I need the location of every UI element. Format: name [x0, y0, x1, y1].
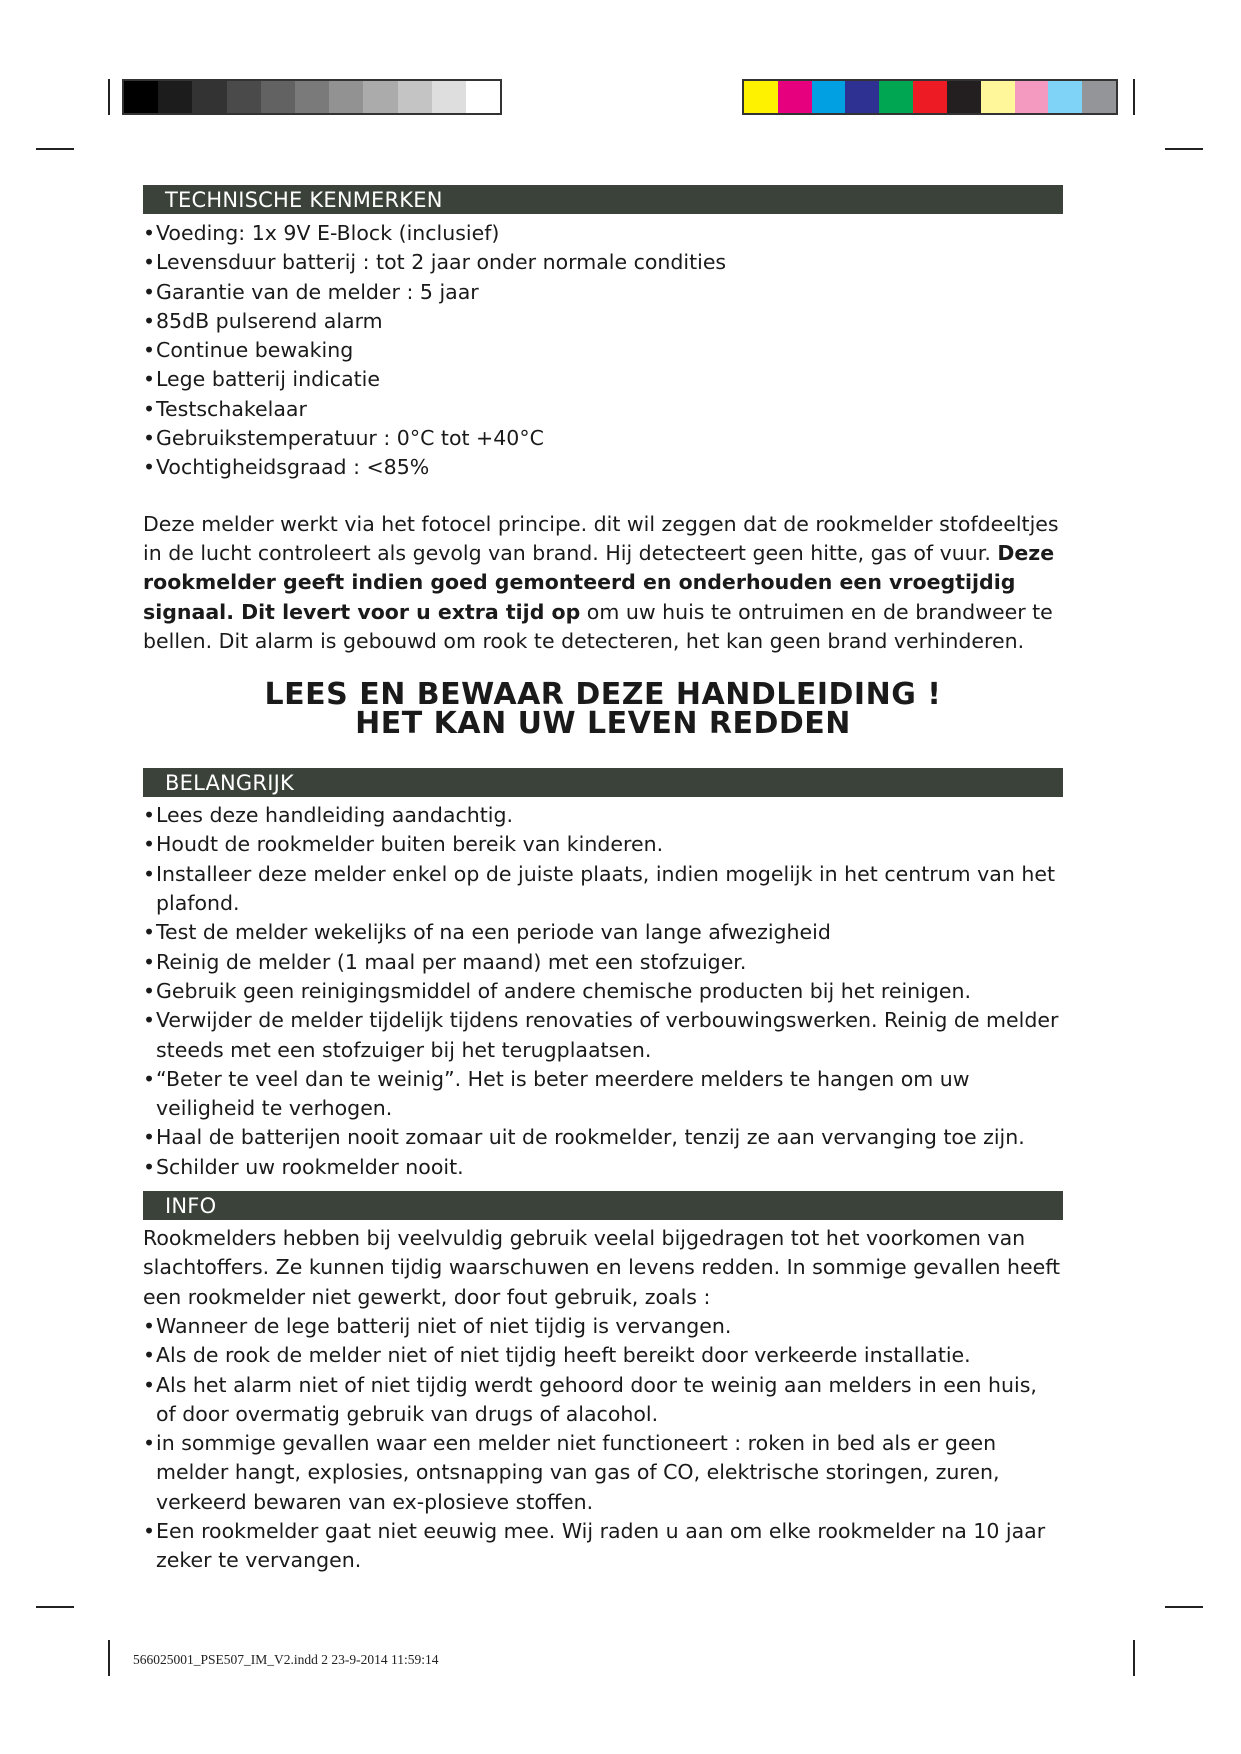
- crop-mark-bottom-left: [108, 1640, 110, 1676]
- list-item: • Houdt de rookmelder buiten bereik van kinderen.: [143, 830, 1063, 859]
- file-slug: 566025001_PSE507_IM_V2.indd 2 23-9-2014 11:59:14: [133, 1652, 439, 1667]
- color-swatch: [295, 81, 329, 113]
- info-intro: Rookmelders hebben bij veelvuldig gebruik veelal bijgedragen tot het voorkomen van slachtoffers. Ze kunnen tijdig waarschuwen en levens redden. In sommige gevallen heeft een rookmelder niet gewerkt, door fout gebruik, zoals :: [143, 1226, 1061, 1309]
- color-swatch: [1015, 81, 1049, 113]
- color-swatch: [124, 81, 158, 113]
- color-swatch: [1048, 81, 1082, 113]
- list-item: • Wanneer de lege batterij niet of niet tijdig is vervangen.: [143, 1312, 1063, 1341]
- color-swatch: [227, 81, 261, 113]
- list-item: • Gebruik geen reinigingsmiddel of andere chemische producten bij het reinigen.: [143, 977, 1063, 1006]
- crop-mark-right-bottom: [1165, 1606, 1203, 1608]
- color-swatch: [398, 81, 432, 113]
- list-item: • Installeer deze melder enkel op de juiste plaats, indien mogelijk in het centrum van het plafond.: [143, 860, 1063, 919]
- color-swatch: [981, 81, 1015, 113]
- list-item: • Als de rook de melder niet of niet tijdig heeft bereikt door verkeerde installatie.: [143, 1341, 1063, 1370]
- color-swatch: [158, 81, 192, 113]
- crop-mark-top-left: [108, 79, 110, 115]
- crop-mark-left-bottom: [36, 1606, 74, 1608]
- list-item: • Een rookmelder gaat niet eeuwig mee. Wij raden u aan om elke rookmelder na 10 jaar zeker te vervangen.: [143, 1517, 1063, 1576]
- list-item: • Reinig de melder (1 maal per maand) met een stofzuiger.: [143, 948, 1063, 977]
- list-item: • Lees deze handleiding aandachtig.: [143, 801, 1063, 830]
- color-swatch: [363, 81, 397, 113]
- headline-line-1: LEES EN BEWAAR DEZE HANDLEIDING !: [264, 677, 942, 713]
- intro-text-1: Deze melder werkt via het fotocel principe. dit wil zeggen dat de rookmelder stofdeeltjes in de lucht controleert als gevolg van brand. Hij detecteert geen hitte, gas of vuur.: [143, 511, 1059, 565]
- list-item: • Garantie van de melder : 5 jaar: [143, 278, 1063, 307]
- color-swatch: [812, 81, 846, 113]
- crop-mark-right-top: [1165, 148, 1203, 150]
- color-swatch: [913, 81, 947, 113]
- list-item: • Lege batterij indicatie: [143, 365, 1063, 394]
- headline-line-2: HET KAN UW LEVEN REDDEN: [355, 706, 851, 742]
- color-swatch: [432, 81, 466, 113]
- page-content: [143, 185, 1063, 1576]
- color-swatch: [192, 81, 226, 113]
- crop-mark-left-top: [36, 148, 74, 150]
- section-header-technical: TECHNISCHE KENMERKEN: [143, 185, 1063, 214]
- color-swatch: [329, 81, 363, 113]
- technical-specs-list: [143, 219, 1063, 483]
- color-swatch: [778, 81, 812, 113]
- list-item: • Als het alarm niet of niet tijdig werdt gehoord door te weinig aan melders in een huis, of door overmatig gebruik van drugs of alacohol.: [143, 1371, 1063, 1430]
- list-item: • Continue bewaking: [143, 336, 1063, 365]
- color-calibration-bar: [742, 79, 1118, 115]
- section-header-info: INFO: [143, 1191, 1063, 1220]
- list-item: • Testschakelaar: [143, 395, 1063, 424]
- crop-mark-top-right: [1133, 79, 1135, 115]
- color-swatch: [947, 81, 981, 113]
- list-item: • Haal de batterijen nooit zomaar uit de rookmelder, tenzij ze aan vervanging toe zijn.: [143, 1123, 1063, 1152]
- color-swatch: [845, 81, 879, 113]
- crop-mark-bottom-right: [1133, 1640, 1135, 1676]
- section-header-important: BELANGRIJK: [143, 768, 1063, 797]
- important-list: [143, 801, 1063, 1182]
- intro-text-bold: Deze rookmelder geeft indien goed gemonteerd en onderhouden een vroegtijdig signaal. Dit levert voor u extra tijd op: [143, 540, 1055, 624]
- list-item: • Vochtigheidsgraad : <85%: [143, 453, 1063, 482]
- list-item: • 85dB pulserend alarm: [143, 307, 1063, 336]
- list-item: • Test de melder wekelijks of na een periode van lange afwezigheid: [143, 918, 1063, 947]
- color-swatch: [261, 81, 295, 113]
- intro-paragraph: [143, 510, 1063, 656]
- color-swatch: [879, 81, 913, 113]
- list-item: • in sommige gevallen waar een melder niet functioneert : roken in bed als er geen melder hangt, explosies, ontsnapping van gas of CO, elektrische storingen, zuren, verkeerd bewaren van ex-plosieve stoffen.: [143, 1429, 1063, 1517]
- intro-text-2: om uw huis te ontruimen en de brandweer te bellen. Dit alarm is gebouwd om rook te detecteren, het kan geen brand verhinderen.: [143, 599, 1053, 653]
- color-swatch: [1082, 81, 1116, 113]
- list-item: • Gebruikstemperatuur : 0°C tot +40°C: [143, 424, 1063, 453]
- grayscale-calibration-bar: [122, 79, 502, 115]
- list-item: • Levensduur batterij : tot 2 jaar onder normale condities: [143, 248, 1063, 277]
- info-list: [143, 1312, 1063, 1576]
- list-item: • Voeding: 1x 9V E-Block (inclusief): [143, 219, 1063, 248]
- list-item: • Verwijder de melder tijdelijk tijdens renovaties of verbouwingswerken. Reinig de melder steeds met een stofzuiger bij het terugplaatsen.: [143, 1006, 1063, 1065]
- list-item: • “Beter te veel dan te weinig”. Het is beter meerdere melders te hangen om uw veiligheid te verhogen.: [143, 1065, 1063, 1124]
- color-swatch: [744, 81, 778, 113]
- headline-block: [143, 677, 1063, 742]
- list-item: • Schilder uw rookmelder nooit.: [143, 1153, 1063, 1182]
- color-swatch: [466, 81, 500, 113]
